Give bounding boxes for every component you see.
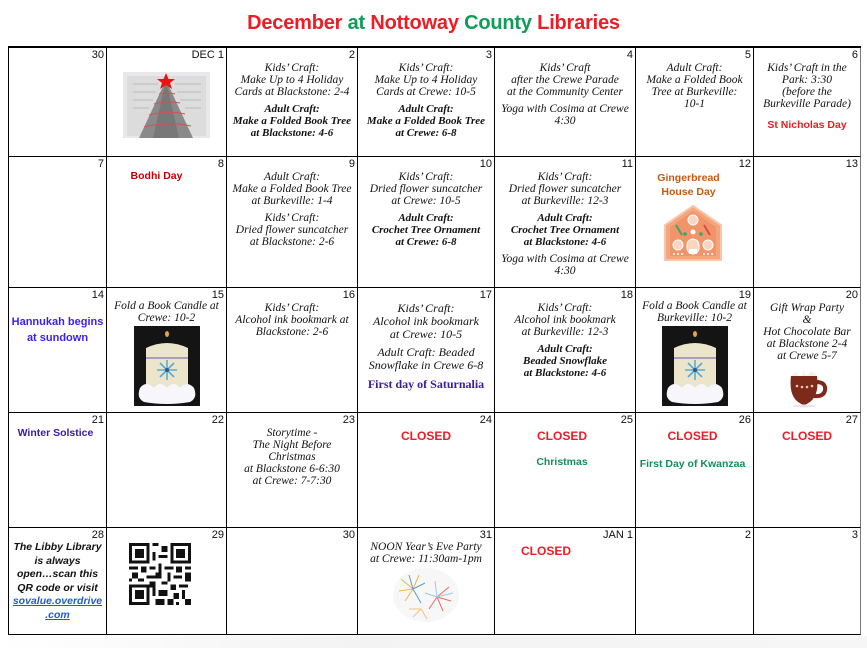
day-number: 15 <box>211 289 224 301</box>
fireworks-image <box>391 567 461 623</box>
event-kids-craft: Kids’ Craft: Dried flower suncatcher at Burkeville: 12-3 <box>508 171 622 207</box>
day-number: JAN 1 <box>603 529 633 541</box>
calendar-grid <box>8 46 861 635</box>
day-cell-dec-8 <box>107 157 227 288</box>
day-number: 17 <box>479 289 492 301</box>
day-cell-dec-30 <box>227 528 358 635</box>
libby-library-note: The Libby Library is always open…scan this QR code or visit sovalue.overdrive .com <box>12 541 103 621</box>
event-adult-craft: Adult Craft: Make a Folded Book Tree at Crewe: 6-8 <box>366 103 486 139</box>
event-adult-craft: Adult Craft: Make a Folded Book Tree at Blackstone: 4-6 <box>232 103 352 139</box>
day-cell-dec-15 <box>107 288 227 413</box>
day-number: 26 <box>738 414 751 426</box>
day-number: 9 <box>348 158 355 170</box>
qr-code[interactable] <box>129 542 191 606</box>
day-number: 2 <box>348 49 355 61</box>
day-number: 30 <box>91 49 104 61</box>
day-number: 12 <box>738 158 751 170</box>
day-number: 31 <box>479 529 492 541</box>
event-kids-craft: Kids’ Craft: Make Up to 4 Holiday Cards at Crewe: 10-5 <box>374 62 478 98</box>
day-cell-jan-1 <box>495 528 636 635</box>
holiday-label: Gingerbread House Day <box>657 172 720 198</box>
day-cell-nov-30 <box>9 48 107 157</box>
event-kids-craft-park: Kids’ Craft in the Park: 3:30 (before the Burkeville Parade) <box>763 62 851 110</box>
day-cell-dec-14 <box>9 288 107 413</box>
event-kids-craft: Kids’ Craft: Dried flower suncatcher at Crewe: 10-5 <box>369 171 483 207</box>
day-number: 19 <box>738 289 751 301</box>
holiday-label: Winter Solstice <box>17 427 94 439</box>
closed-label: CLOSED <box>781 429 832 443</box>
page-bottom-shade <box>0 636 867 648</box>
holiday-label: St Nicholas Day <box>767 119 847 131</box>
day-cell-jan-3 <box>754 528 861 635</box>
hot-chocolate-mug-image <box>786 368 828 408</box>
day-number: 27 <box>845 414 858 426</box>
day-number: 8 <box>217 158 224 170</box>
event-yoga: Yoga with Cosima at Crewe 4:30 <box>501 103 629 127</box>
event-adult-craft: Adult Craft: Crochet Tree Ornament at Crewe: 6-8 <box>371 212 481 248</box>
day-number: 28 <box>91 529 104 541</box>
event-adult-craft: Adult Craft: Make a Folded Book Tree at Burkeville: 1-4 <box>232 171 352 207</box>
day-cell-dec-13 <box>754 157 861 288</box>
day-number: 23 <box>342 414 355 426</box>
event-adult-craft: Adult Craft: Make a Folded Book Tree at Burkeville: 10-1 <box>646 62 743 110</box>
day-number: 25 <box>620 414 633 426</box>
day-number: 11 <box>621 158 633 170</box>
event-kids-craft: Kids’ Craft: Dried flower suncatcher at Blackstone: 2-6 <box>235 212 349 248</box>
day-cell-dec-11 <box>495 157 636 288</box>
event-book-candle: Fold a Book Candle at Burkeville: 10-2 <box>642 300 747 324</box>
day-number: 4 <box>626 49 633 61</box>
overdrive-link[interactable]: sovalue.overdrive <box>12 595 103 607</box>
closed-label: CLOSED <box>520 544 571 558</box>
day-cell-dec-24 <box>358 413 495 528</box>
holiday-label: First day of Saturnalia <box>367 377 485 391</box>
event-gift-wrap-party: Gift Wrap Party & Hot Chocolate Bar at Blackstone 2-4 at Crewe 5-7 <box>763 302 851 362</box>
day-cell-dec-18 <box>495 288 636 413</box>
day-cell-dec-29 <box>107 528 227 635</box>
day-number: 5 <box>744 49 751 61</box>
day-cell-dec-25 <box>495 413 636 528</box>
day-cell-dec-19 <box>636 288 754 413</box>
day-cell-dec-1 <box>107 48 227 157</box>
day-number: 16 <box>342 289 355 301</box>
event-kids-craft: Kids’ Craft: Alcohol ink bookmark at Blackstone: 2-6 <box>235 302 349 338</box>
day-cell-dec-26 <box>636 413 754 528</box>
closed-label: CLOSED <box>536 429 587 443</box>
day-cell-dec-23 <box>227 413 358 528</box>
closed-label: CLOSED <box>400 429 451 443</box>
day-number: 13 <box>845 158 858 170</box>
day-number: 18 <box>620 289 633 301</box>
day-cell-dec-21 <box>9 413 107 528</box>
book-candle-image <box>662 326 728 406</box>
day-cell-dec-20 <box>754 288 861 413</box>
holiday-label: Christmas <box>536 456 588 468</box>
day-cell-dec-31 <box>358 528 495 635</box>
event-adult-craft: Adult Craft: Crochet Tree Ornament at Blackstone: 4-6 <box>510 212 620 248</box>
day-cell-dec-28 <box>9 528 107 635</box>
day-number: 6 <box>851 49 858 61</box>
event-adult-craft: Adult Craft: Beaded Snowflake in Crewe 6-8 <box>368 345 484 372</box>
event-kids-craft: Kids’ Craft after the Crewe Parade at the Community Center <box>507 62 623 98</box>
day-number: 7 <box>97 158 104 170</box>
event-yoga: Yoga with Cosima at Crewe 4:30 <box>501 253 629 277</box>
day-number: 22 <box>211 414 224 426</box>
event-adult-craft: Adult Craft: Beaded Snowflake at Blackstone: 4-6 <box>522 343 608 379</box>
event-noon-years-eve-party: NOON Year’s Eve Party at Crewe: 11:30am-1pm <box>370 541 482 565</box>
overdrive-link-suffix[interactable]: .com <box>45 608 70 621</box>
event-kids-craft: Kids’ Craft: Make Up to 4 Holiday Cards at Blackstone: 2-4 <box>234 62 350 98</box>
day-cell-jan-2 <box>636 528 754 635</box>
event-storytime: Storytime - The Night Before Christmas at Blackstone 6-6:30 at Crewe: 7-7:30 <box>244 427 340 487</box>
event-kids-craft: Kids’ Craft: Alcohol ink bookmark at Burkeville: 12-3 <box>514 302 616 338</box>
day-number: 24 <box>479 414 492 426</box>
day-cell-dec-3 <box>358 48 495 157</box>
event-book-candle: Fold a Book Candle at Crewe: 10-2 <box>114 300 219 324</box>
holiday-label: Bodhi Day <box>130 170 183 182</box>
day-number: 3 <box>851 529 858 541</box>
day-cell-dec-12 <box>636 157 754 288</box>
day-cell-dec-16 <box>227 288 358 413</box>
day-cell-dec-5 <box>636 48 754 157</box>
page-title: December at Nottoway County Libraries <box>247 12 620 34</box>
day-cell-dec-9 <box>227 157 358 288</box>
day-number: 2 <box>744 529 751 541</box>
day-number: 30 <box>342 529 355 541</box>
day-cell-dec-17 <box>358 288 495 413</box>
day-number: 3 <box>485 49 492 61</box>
day-number: 21 <box>91 414 104 426</box>
day-cell-dec-7 <box>9 157 107 288</box>
day-cell-dec-6 <box>754 48 861 157</box>
day-cell-dec-22 <box>107 413 227 528</box>
day-cell-dec-10 <box>358 157 495 288</box>
day-number: 14 <box>91 289 104 301</box>
day-cell-dec-4 <box>495 48 636 157</box>
gingerbread-house-icon <box>664 205 722 261</box>
day-number: 29 <box>211 529 224 541</box>
book-tree-image <box>123 72 210 138</box>
closed-label: CLOSED <box>667 429 718 443</box>
event-kids-craft: Kids’ Craft: Alcohol ink bookmark at Crewe: 10-5 <box>373 301 479 341</box>
book-candle-image <box>134 326 200 406</box>
day-number: DEC 1 <box>191 49 224 61</box>
day-cell-dec-27 <box>754 413 861 528</box>
holiday-label: Hannukah begins at sundown <box>11 316 104 344</box>
holiday-label: First Day of Kwanzaa <box>639 458 746 470</box>
day-number: 10 <box>479 158 492 170</box>
day-number: 20 <box>845 289 858 301</box>
day-cell-dec-2 <box>227 48 358 157</box>
